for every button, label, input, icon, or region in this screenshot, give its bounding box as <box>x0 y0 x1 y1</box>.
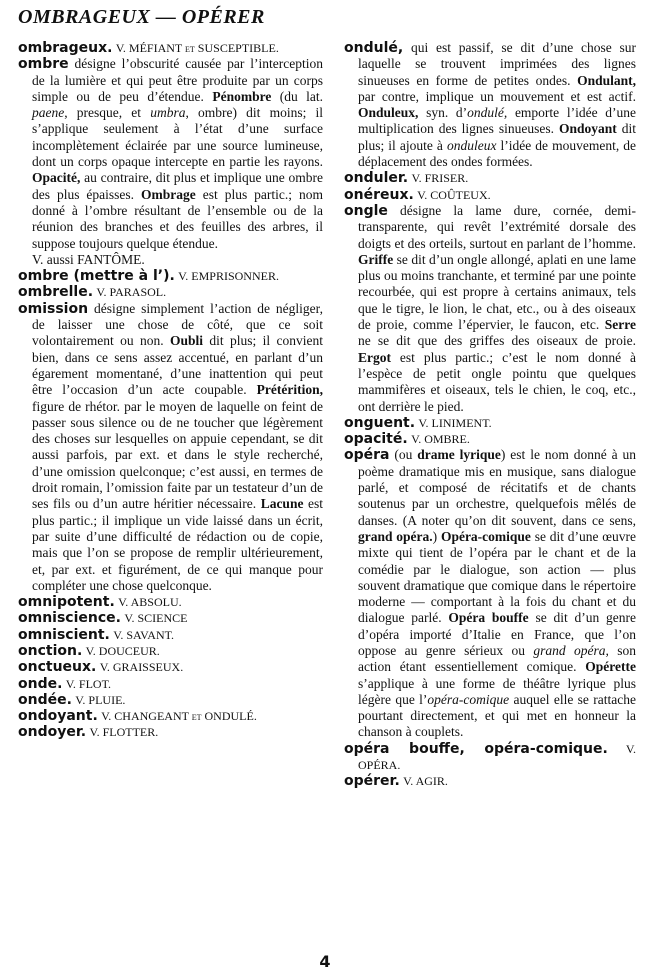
definition-text: désigne simplement l’action de négliger, de laisser une chose de côté, que ce soit volontairement ou non. <box>32 300 323 349</box>
definition-text: est plus partic.; c’est le nom donné à l’espèce de petit ongle pointu que quelques mammifères et oiseaux, tels le chien, le coq, etc., ont derrière le pied. <box>358 349 636 414</box>
entry-ondoyer <box>18 724 323 740</box>
cross-reference: V. SCIENCE <box>124 611 188 626</box>
definition-text: désigne la lame dure, cornée, demi-transparente, qui revêt l’extrémité dorsale des doigts et des orteils, surtout en parlant de l’homme. <box>358 202 636 251</box>
term: opéra-comique <box>427 691 510 707</box>
term: Opéra bouffe <box>448 610 529 626</box>
headword: omnipotent. <box>18 594 115 611</box>
definition-text: emporte l’idée d’une multiplication des lignes sinueuses. <box>358 105 636 137</box>
right-column <box>344 40 636 790</box>
term: Ombrage <box>141 186 196 202</box>
term: Lacune <box>260 496 304 512</box>
headword: opéra bouffe, opéra-comique. <box>344 740 608 757</box>
entry-ondoyant <box>18 708 323 724</box>
cross-reference: V. MÉFIANT et SUSCEPTIBLE. <box>115 41 279 55</box>
entry-ombrelle <box>18 284 323 300</box>
headword: ombrelle. <box>18 284 94 301</box>
left-column <box>18 40 323 741</box>
cross-reference: V. ABSOLU. <box>118 595 182 610</box>
headword: ombre (mettre à l’). <box>18 268 175 285</box>
cross-reference: V. DOUCEUR. <box>85 643 160 658</box>
definition-text: s’applique à une forme de théâtre lyrique plus légère que l’ <box>358 675 636 707</box>
headword: omniscience. <box>18 610 121 627</box>
entry-onde <box>18 676 323 692</box>
definition-text: dit plus; il ajoute à <box>358 121 636 153</box>
definition-text: (ou <box>389 447 418 463</box>
headword: opéra <box>344 447 390 464</box>
term: drame lyrique <box>417 447 501 463</box>
definition-text: auquel elle se rattache pourtant directement, et qui met en honneur la chanson à couplets. <box>358 691 636 740</box>
term: grand opéra. <box>358 528 433 544</box>
definition-text: ne se dit que des griffes des oiseaux de proie. <box>358 333 636 349</box>
entry-onction <box>18 643 323 659</box>
definition-text: son action étant essentiellement comique. <box>358 642 637 675</box>
headword: ongle <box>344 202 388 219</box>
entry-onereux <box>344 187 636 203</box>
headword: onéreux. <box>344 186 414 203</box>
page-header: OMBRAGEUX — OPÉRER <box>18 6 265 28</box>
entry-onctueux <box>18 659 323 675</box>
headword: ondoyer. <box>18 724 87 741</box>
cross-reference: V. FLOT. <box>65 676 112 691</box>
term: ondulé, <box>467 105 508 121</box>
cross-reference: V. OMBRE. <box>411 432 470 447</box>
definition-text: se dit d’un genre d’opéra importé d’Italie en France, que l’on oppose au genre sérieux ou <box>358 610 636 658</box>
entry-operer <box>344 773 636 789</box>
term: paene <box>32 105 65 121</box>
definition-text: est plus partic.; nom donné à l’ombre résultant de l’ensemble ou de la réunion des branches et des feuilles des arbres, il suppose toujours quelque étendue. <box>32 186 323 251</box>
entry-onduler <box>344 170 636 186</box>
term: Ondulant, <box>577 72 636 88</box>
headword: onguent. <box>344 414 416 431</box>
cross-reference: V. AGIR. <box>403 774 448 789</box>
headword: opacité. <box>344 431 408 448</box>
headword: ondulé, <box>344 40 404 56</box>
entry-ongle <box>344 203 636 415</box>
term: Opacité, <box>32 170 81 186</box>
term: umbra <box>150 105 186 121</box>
cross-reference: V. EMPRISONNER. <box>178 269 279 284</box>
headword: opérer. <box>344 773 400 790</box>
cross-reference: V. OPÉRA. <box>358 741 636 773</box>
definition-text: au contraire, dit plus et implique une ombre des plus épaisses. <box>32 170 323 202</box>
term: Griffe <box>358 251 394 267</box>
definition-text: se dit d’une œuvre mixte qui tient de l’opéra par le chant et de la comédie par le dialogue, son action — plus souvent dramatique que comique dans le répertoire moderne — comportant à la fois du chant et du dialogue parlé. <box>358 528 637 626</box>
headword: onde. <box>18 675 63 692</box>
headword: ondée. <box>18 691 72 708</box>
entry-opera-bouffe <box>344 741 636 774</box>
definition-text: figure de rhétor. par le moyen de laquelle on feint de passer sous silence ou de ne toucher que légèrement des choses sur lesquelles on appuie cependant, se dit aussi parfois, par ext. et dans le style recherché, d’une omission quelconque; c’est aussi, en termes de droit romain, l’omission faite par un testateur d’un de ses fils ou d’un autre héritier nécessaire. <box>32 398 323 512</box>
definition-text: syn. d’ <box>418 105 468 121</box>
cross-reference: V. LINIMENT. <box>418 415 492 430</box>
entry-ombre <box>18 56 323 252</box>
cross-reference: V. PARASOL. <box>96 285 167 300</box>
term: Oubli <box>169 333 203 349</box>
entry-omniscient <box>18 627 323 643</box>
headword: onction. <box>18 642 83 659</box>
definition-text: se dit d’un ongle allongé, aplati en une lame plus ou moins tranchante, et terminé par une pointe recourbée, qui est propre à certains animaux, tels que le tigre, le lion, le chat, etc., ou à des oiseaux de proie, comme l’épervier, le faucon, etc. <box>358 251 636 333</box>
term: Opéra-comique <box>440 528 531 544</box>
definition-text: est plus partic.; il implique un vide laissé dans un écrit, par suite d’une difficulté de rédaction ou de copie, mais que l’on se propose de remplir ultérieurement, et, par ext. et figurément, de ce qui manque pour compléter une chose quelconque. <box>32 496 324 593</box>
entry-ondule <box>344 40 636 170</box>
see-also: V. aussi FANTÔME. <box>32 251 145 267</box>
entry-omission <box>18 301 323 594</box>
definition-text: ) <box>432 528 441 544</box>
term: Pénombre <box>212 88 272 104</box>
entry-ombrageux <box>18 40 323 56</box>
definition-text: (du lat. <box>271 88 323 104</box>
cross-reference: V. CHANGEANT et ONDULÉ. <box>101 709 257 724</box>
term: Prétérition, <box>256 382 323 398</box>
entry-opera <box>344 447 636 740</box>
definition-text: l’idée de mouvement, de déplacement des ondes formées. <box>358 137 636 170</box>
entry-ombre-mettre <box>18 268 323 284</box>
headword: onctueux. <box>18 659 97 676</box>
entry-omniscience <box>18 610 323 626</box>
entry-ondee <box>18 692 323 708</box>
definition-text: , presque, et <box>64 105 151 121</box>
cross-reference: V. SAVANT. <box>113 627 175 642</box>
cross-reference: V. PLUIE. <box>75 692 126 707</box>
headword: ombrageux. <box>18 40 113 56</box>
definition-text: , ombre) dit moins; il s’applique seulement à l’état d’une surface incomplètement éclairée par une source lumineuse, dont un corps opaque intercepte en partie les rayons. <box>32 105 323 170</box>
cross-reference: V. COÛTEUX. <box>417 187 491 202</box>
term: Ondoyant <box>558 121 617 137</box>
definition-text: par contre, implique un mouvement et est actif. <box>358 88 636 104</box>
definition-text: qui est passif, se dit d’une chose sur laquelle se trouvent imprimées des lignes sinueuses en forme de petites ondes. <box>358 40 636 88</box>
definition-text: ) est le nom donné à un poème dramatique mis en musique, sans dialogue parlé, et composé de récitatifs et de chants soutenus par un orchestre, quelquefois mêlés de danses. (A noter qu’on dit souvent, dans ce sens, <box>358 447 636 528</box>
term: grand opéra, <box>533 642 609 658</box>
entry-opacite <box>344 431 636 447</box>
term: onduleux <box>446 137 497 153</box>
entry-omnipotent <box>18 594 323 610</box>
cross-reference: V. GRAISSEUX. <box>99 660 184 675</box>
definition-text: désigne l’obscurité causée par l’interception de la lumière et qui peut être produite par un corps simple ou de peu d’étendue. <box>32 56 323 104</box>
headword: omniscient. <box>18 626 110 643</box>
headword: ondoyant. <box>18 708 98 725</box>
headword: ombre <box>18 56 69 73</box>
term: Opérette <box>585 659 636 675</box>
term: Ergot <box>358 349 391 365</box>
term: Onduleux, <box>358 105 419 121</box>
cross-reference: V. FRISER. <box>411 171 469 186</box>
term: Serre <box>604 317 636 333</box>
entry-onguent <box>344 415 636 431</box>
cross-reference: V. FLOTTER. <box>89 725 159 740</box>
definition-text: dit plus; il convient bien, dans ce sens assez accentué, en parlant d’un égarement momentané, d’une inattention qui peut être l’occasion d’un acte coupable. <box>32 333 323 398</box>
headword: onduler. <box>344 170 409 187</box>
page-number: 4 <box>319 952 331 971</box>
headword: omission <box>18 300 89 317</box>
